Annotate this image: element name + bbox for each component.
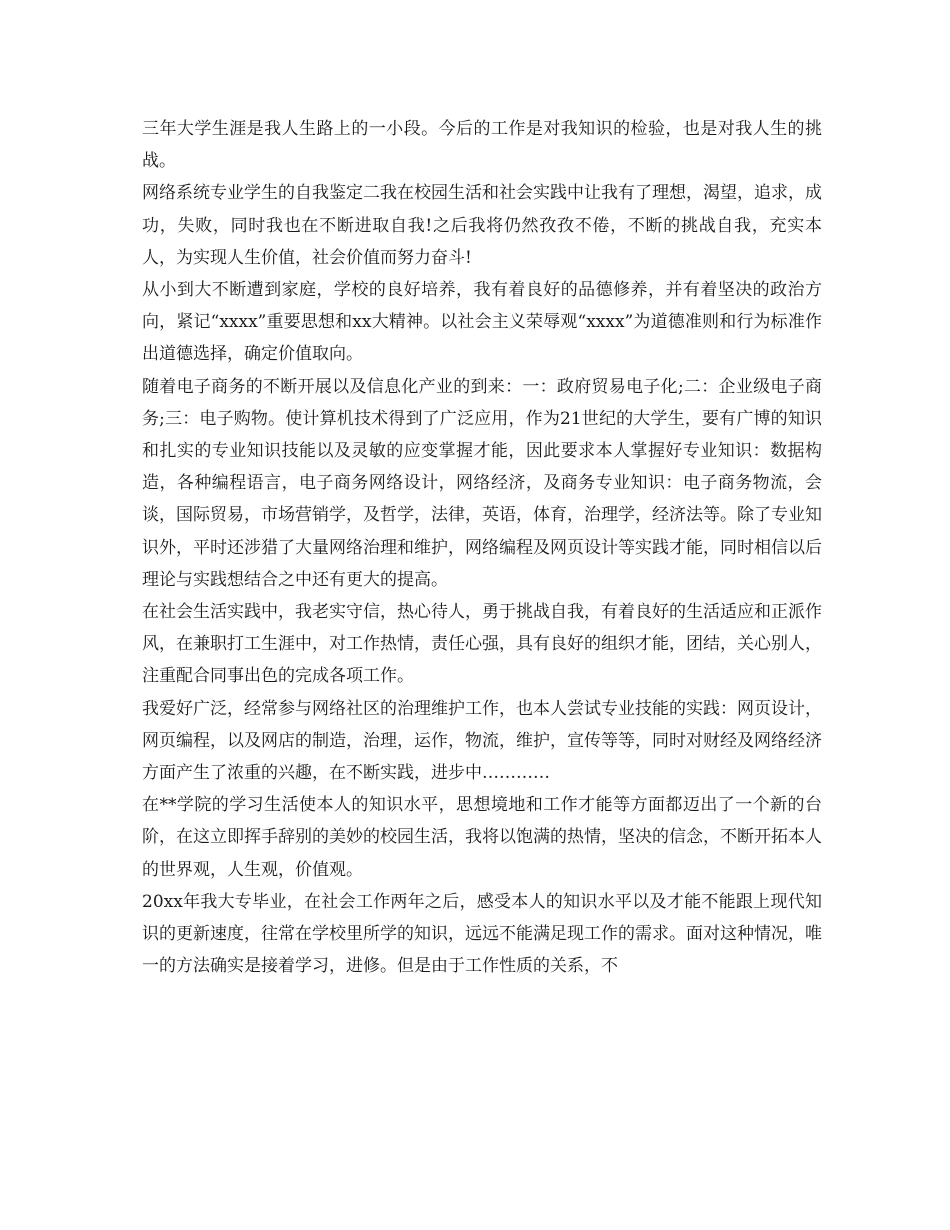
paragraph-1: 三年大学生涯是我人生路上的一小段。今后的工作是对我知识的检验，也是对我人生的挑战。	[142, 119, 822, 172]
paragraph-6: 我爱好广泛，经常参与网络社区的治理维护工作，也本人尝试专业技能的实践：网页设计，网页编程，以及网店的制造，治理，运作，物流，维护，宣传等等，同时对财经及网络经济方面产生了浓重的兴趣，在不断实践，进步中…………	[142, 698, 822, 784]
paragraph-8: 20xx年我大专毕业，在社会工作两年之后，感受本人的知识水平以及才能不能跟上现代知识的更新速度，往常在学校里所学的知识，远远不能满足现工作的需求。面对这种情况，唯一的方法确实是接着学习，进修。但是由于工作性质的关系，不	[142, 891, 822, 977]
paragraph-5: 在社会生活实践中，我老实守信，热心待人，勇于挑战自我，有着良好的生活适应和正派作风，在兼职打工生涯中，对工作热情，责任心强，具有良好的组织才能，团结，关心别人，注重配合同事出色的完成各项工作。	[142, 602, 822, 687]
document-body	[142, 113, 822, 982]
paragraph-7: 在**学院的学习生活使本人的知识水平，思想境地和工作才能等方面都迈出了一个新的台阶，在这立即挥手辞别的美妙的校园生活，我将以饱满的热情，坚决的信念，不断开拓本人的世界观，人生观，价值观。	[142, 795, 822, 880]
paragraph-4: 随着电子商务的不断开展以及信息化产业的到来：一：政府贸易电子化;二：企业级电子商务;三：电子购物。使计算机技术得到了广泛应用，作为21世纪的大学生，要有广博的知识和扎实的专业知识技能以及灵敏的应变掌握才能，因此要求本人掌握好专业知识：数据构造，各种编程语言，电子商务网络设计，网络经济，及商务专业知识：电子商务物流，会谈，国际贸易，市场营销学，及哲学，法律，英语，体育，治理学，经济法等。除了专业知识外，平时还涉猎了大量网络治理和维护，网络编程及网页设计等实践才能，同时相信以后理论与实践想结合之中还有更大的提高。	[142, 376, 822, 590]
paragraph-3: 从小到大不断遭到家庭，学校的良好培养，我有着良好的品德修养，并有着坚决的政治方向，紧记“xxxx”重要思想和xx大精神。以社会主义荣辱观“xxxx”为道德准则和行为标准作出道德选择，确定价值取向。	[142, 280, 822, 365]
paragraph-2: 网络系统专业学生的自我鉴定二我在校园生活和社会实践中让我有了理想，渴望，追求，成功，失败，同时我也在不断进取自我!之后我将仍然孜孜不倦，不断的挑战自我，充实本人，为实现人生价值，社会价值而努力奋斗!	[142, 183, 822, 268]
